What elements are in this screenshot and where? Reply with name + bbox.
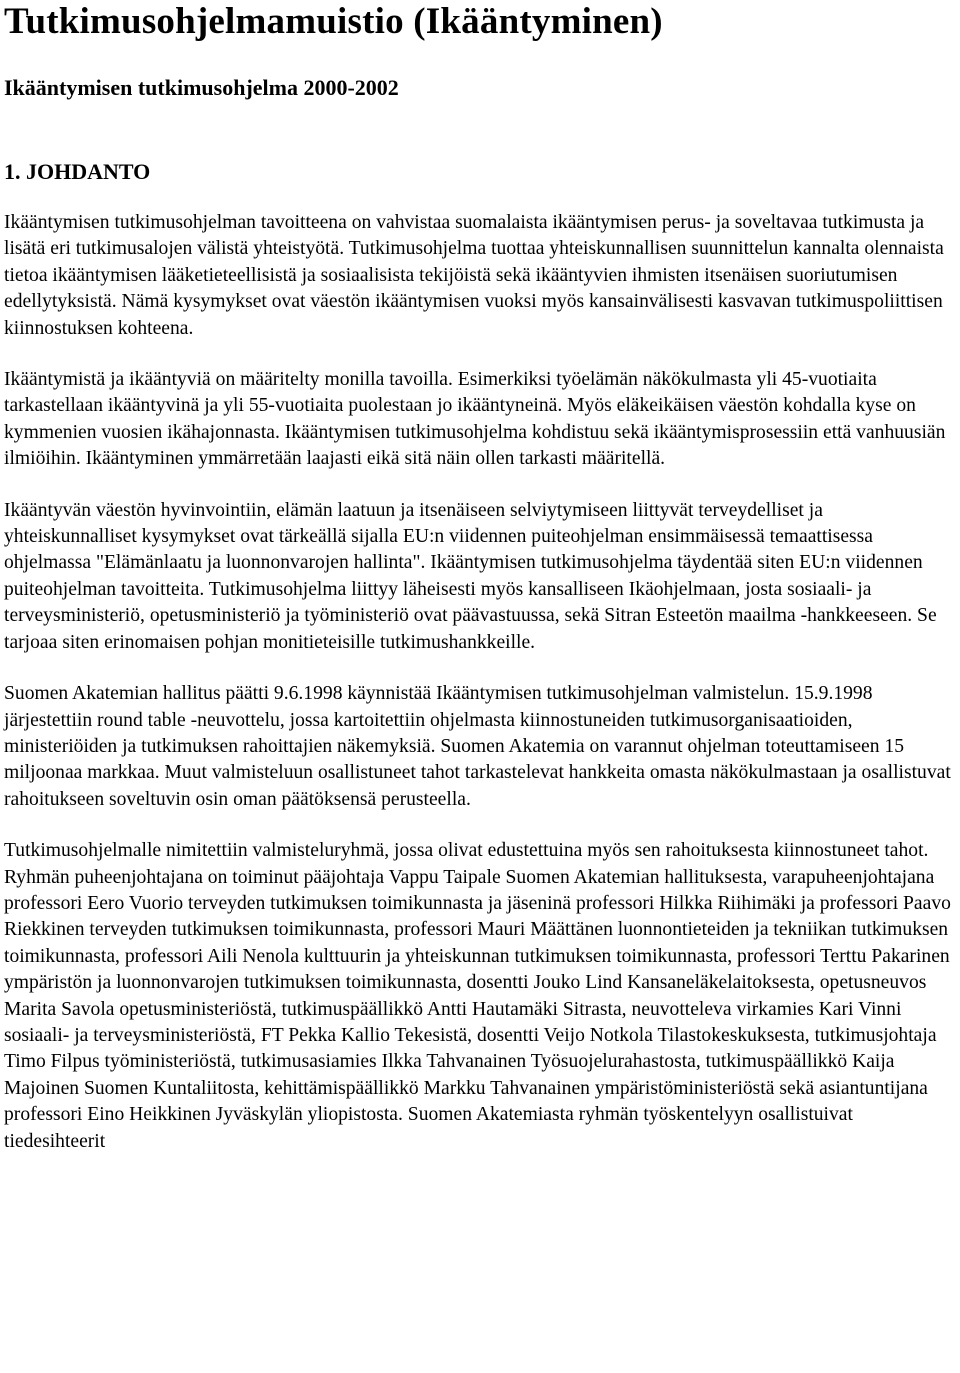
document-title: Tutkimusohjelmamuistio (Ikääntyminen): [4, 1, 663, 42]
paragraph-1: Ikääntymisen tutkimusohjelman tavoitteena on vahvistaa suomalaista ikääntymisen perus- ja soveltavaa tutkimusta ja lisätä eri tutkimusalojen välistä yhteistyötä. Tutkimusohjelma tuottaa yhteiskunnallisen suunnittelun kannalta olennaista tietoa ikääntymisen lääketieteellisistä ja sosiaalisista tekijöistä sekä ikääntyvien ihmisten itsenäisen suoriutumisen edellytyksistä. Nämä kysymykset ovat väestön ikääntymisen vuoksi myös kansainvälisesti kasvavan tutkimuspoliittisen kiinnostuksen kohteena.: [4, 212, 944, 339]
section-heading: 1. JOHDANTO: [4, 159, 151, 184]
paragraph-2: Ikääntymistä ja ikääntyviä on määritelty monilla tavoilla. Esimerkiksi työelämän näkökulmasta yli 45-vuotiaita tarkastellaan ikääntyvinä ja yli 55-vuotiaita puolestaan jo ikääntyneinä. Myös eläkeikäisen väestön kohdalla kyse on kymmenien vuosien ikähajonnasta. Ikääntymisen tutkimusohjelma kohdistuu sekä ikääntymisprosessiin että vanhuusiän ilmiöihin. Ikääntyminen ymmärretään laajasti eikä sitä näin ollen tarkasti määritellä.: [4, 369, 946, 470]
paragraph-3: Ikääntyvän väestön hyvinvointiin, elämän laatuun ja itsenäiseen selviytymiseen liittyvät terveydelliset ja yhteiskunnalliset kysymykset ovat tärkeällä sijalla EU:n viidennen puiteohjelman ensimmäisessä temaattisessa ohjelmassa "Elämänlaatu ja luonnonvarojen hallinta". Ikääntymisen tutkimusohjelma täydentää siten EU:n viidennen puiteohjelman tavoitteita. Tutkimusohjelma liittyy läheisesti myös kansalliseen Ikäohjelmaan, josta sosiaali- ja terveysministeriö, opetusministeriö ja työministeriö ovat päävastuussa, sekä Sitran Esteetön maailma -hankkeeseen. Se tarjoaa siten erinomaisen pohjan monitieteisille tutkimushankkeille.: [4, 499, 937, 653]
paragraph-4: Suomen Akatemian hallitus päätti 9.6.1998 käynnistää Ikääntymisen tutkimusohjelman valmistelun. 15.9.1998 järjestettiin round table -neuvottelu, jossa kartoitettiin ohjelmasta kiinnostuneiden tutkimusorganisaatioiden, ministeriöiden ja tutkimuksen rahoittajien näkemyksiä. Suomen Akatemia on varannut ohjelman toteuttamiseen 15 miljoonaa markkaa. Muut valmisteluun osallistuneet tahot tarkastelevat hankkeita omasta näkökulmastaan ja osallistuvat rahoitukseen soveltuvin osin oman päätöksensä perusteella.: [4, 683, 951, 810]
document-subtitle: Ikääntymisen tutkimusohjelma 2000-2002: [4, 75, 399, 100]
paragraph-5: Tutkimusohjelmalle nimitettiin valmisteluryhmä, jossa olivat edustettuina myös sen rahoituksesta kiinnostuneet tahot. Ryhmän puheenjohtajana on toiminut pääjohtaja Vappu Taipale Suomen Akatemian hallituksesta, varapuheenjohtajana professori Eero Vuorio terveyden tutkimuksen toimikunnasta ja jäseninä professori Hilkka Riihimäki ja professori Paavo Riekkinen terveyden tutkimuksen toimikunnasta, professori Mauri Määttänen luonnontieteiden ja tekniikan tutkimuksen toimikunnasta, professori Aili Nenola kulttuurin ja yhteiskunnan tutkimuksen toimikunnasta, professori Terttu Pakarinen ympäristön ja luonnonvarojen tutkimuksen toimikunnasta, dosentti Jouko Lind Kansaneläkelaitoksesta, opetusneuvos Marita Savola opetusministeriöstä, tutkimuspäällikkö Antti Hautamäki Sitrasta, neuvotteleva virkamies Kari Vinni sosiaali- ja terveysministeriöstä, FT Pekka Kallio Tekesistä, dosentti Veijo Notkola Tilastokeskuksesta, tutkimusjohtaja Timo Filpus työministeriöstä, tutkimusasiamies Ilkka Tahvanainen Työsuojelurahastosta, tutkimuspäällikkö Kaija Majoinen Suomen Kuntaliitosta, kehittämispäällikkö Markku Tahvanainen ympäristöministeriöstä sekä asiantuntijana professori Eino Heikkinen Jyväskylän yliopistosta. Suomen Akatemiasta ryhmän työskentelyyn osallistuivat tiedesihteerit: [4, 840, 951, 1152]
